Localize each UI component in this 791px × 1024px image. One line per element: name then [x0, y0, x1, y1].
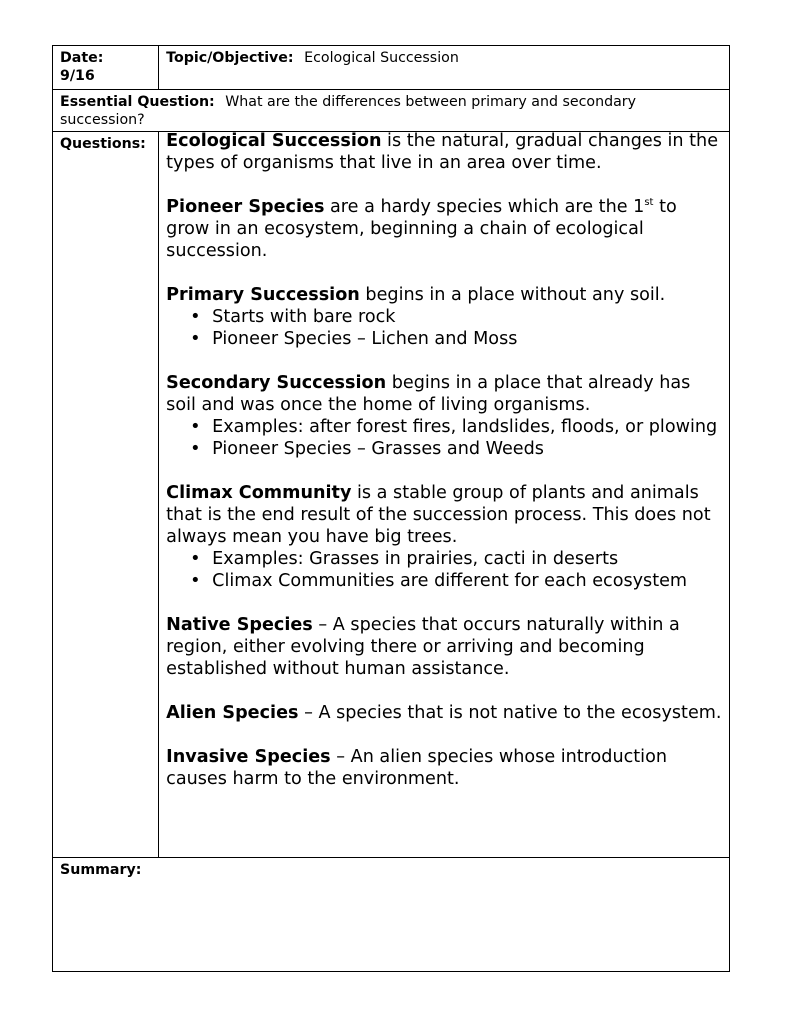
note-pioneer-species [166, 196, 723, 262]
term-ecological-succession: Ecological Succession [166, 131, 382, 151]
list-item-text: Pioneer Species – Grasses and Weeds [212, 439, 544, 459]
definition-ecological-succession: is the natural, gradual changes in the types of organisms that live in an area over time. [166, 131, 719, 173]
list-item [166, 328, 723, 350]
ordinal-superscript: st [644, 197, 654, 209]
list-item-text: Starts with bare rock [212, 307, 396, 327]
summary-cell[interactable] [53, 858, 730, 972]
definition-climax-community: is a stable group of plants and animals that is the end result of the succession process. This does not always mean you have big trees. [166, 483, 711, 547]
cornell-notes-table [52, 45, 730, 972]
essential-question-cell [53, 90, 730, 132]
definition-pioneer-species-start: are a hardy species which are the 1 [324, 197, 645, 217]
date-cell [53, 46, 159, 90]
list-item [166, 416, 723, 438]
bullet-icon: • [190, 307, 201, 327]
term-primary-succession: Primary Succession [166, 285, 360, 305]
list-item-text: Examples: after forest fires, landslides, floods, or plowing [212, 417, 718, 437]
list-item [166, 570, 723, 592]
list-item-text: Examples: Grasses in prairies, cacti in deserts [212, 549, 619, 569]
note-native-species [166, 614, 723, 680]
term-secondary-succession: Secondary Succession [166, 373, 387, 393]
definition-pioneer-species-end: to grow in an ecosystem, beginning a chain of ecological succession. [166, 197, 677, 261]
date-label: Date: [60, 50, 104, 66]
definition-native-species: – A species that occurs naturally within a region, either evolving there or arriving and becoming established without human assistance. [166, 615, 680, 679]
definition-alien-species: – A species that is not native to the ecosystem. [298, 703, 722, 723]
header-row [53, 46, 730, 90]
essential-question-row [53, 90, 730, 132]
essential-question-label: Essential Question: [60, 94, 215, 110]
term-climax-community: Climax Community [166, 483, 352, 503]
bullet-icon: • [190, 439, 201, 459]
list-item-text: Climax Communities are different for each ecosystem [212, 571, 688, 591]
term-invasive-species: Invasive Species [166, 747, 331, 767]
summary-label: Summary: [60, 862, 142, 878]
climax-community-bullets [166, 548, 723, 592]
questions-label: Questions: [60, 136, 146, 152]
note-primary-succession [166, 284, 723, 306]
note-alien-species [166, 702, 723, 724]
term-pioneer-species: Pioneer Species [166, 197, 325, 217]
topic-value: Ecological Succession [304, 50, 459, 66]
summary-row [53, 858, 730, 972]
note-invasive-species [166, 746, 723, 790]
list-item [166, 438, 723, 460]
note-climax-community [166, 482, 723, 548]
bullet-icon: • [190, 417, 201, 437]
list-item [166, 306, 723, 328]
term-alien-species: Alien Species [166, 703, 299, 723]
list-item-text: Pioneer Species – Lichen and Moss [212, 329, 518, 349]
note-ecological-succession [166, 130, 723, 174]
bullet-icon: • [190, 571, 201, 591]
note-secondary-succession [166, 372, 723, 416]
term-native-species: Native Species [166, 615, 313, 635]
secondary-succession-bullets [166, 416, 723, 460]
notes-cell [159, 132, 730, 858]
definition-invasive-species: – An alien species whose introduction causes harm to the environment. [166, 747, 667, 789]
list-item [166, 548, 723, 570]
topic-cell [159, 46, 730, 90]
questions-row [53, 132, 730, 858]
bullet-icon: • [190, 549, 201, 569]
bullet-icon: • [190, 329, 201, 349]
topic-label: Topic/Objective: [166, 50, 294, 66]
primary-succession-bullets [166, 306, 723, 350]
date-value: 9/16 [60, 68, 95, 84]
questions-cell [53, 132, 159, 858]
definition-primary-succession: begins in a place without any soil. [359, 285, 666, 305]
essential-question-text: What are the differences between primary and secondary succession? [60, 94, 637, 128]
definition-secondary-succession: begins in a place that already has soil and was once the home of living organisms. [166, 373, 691, 415]
